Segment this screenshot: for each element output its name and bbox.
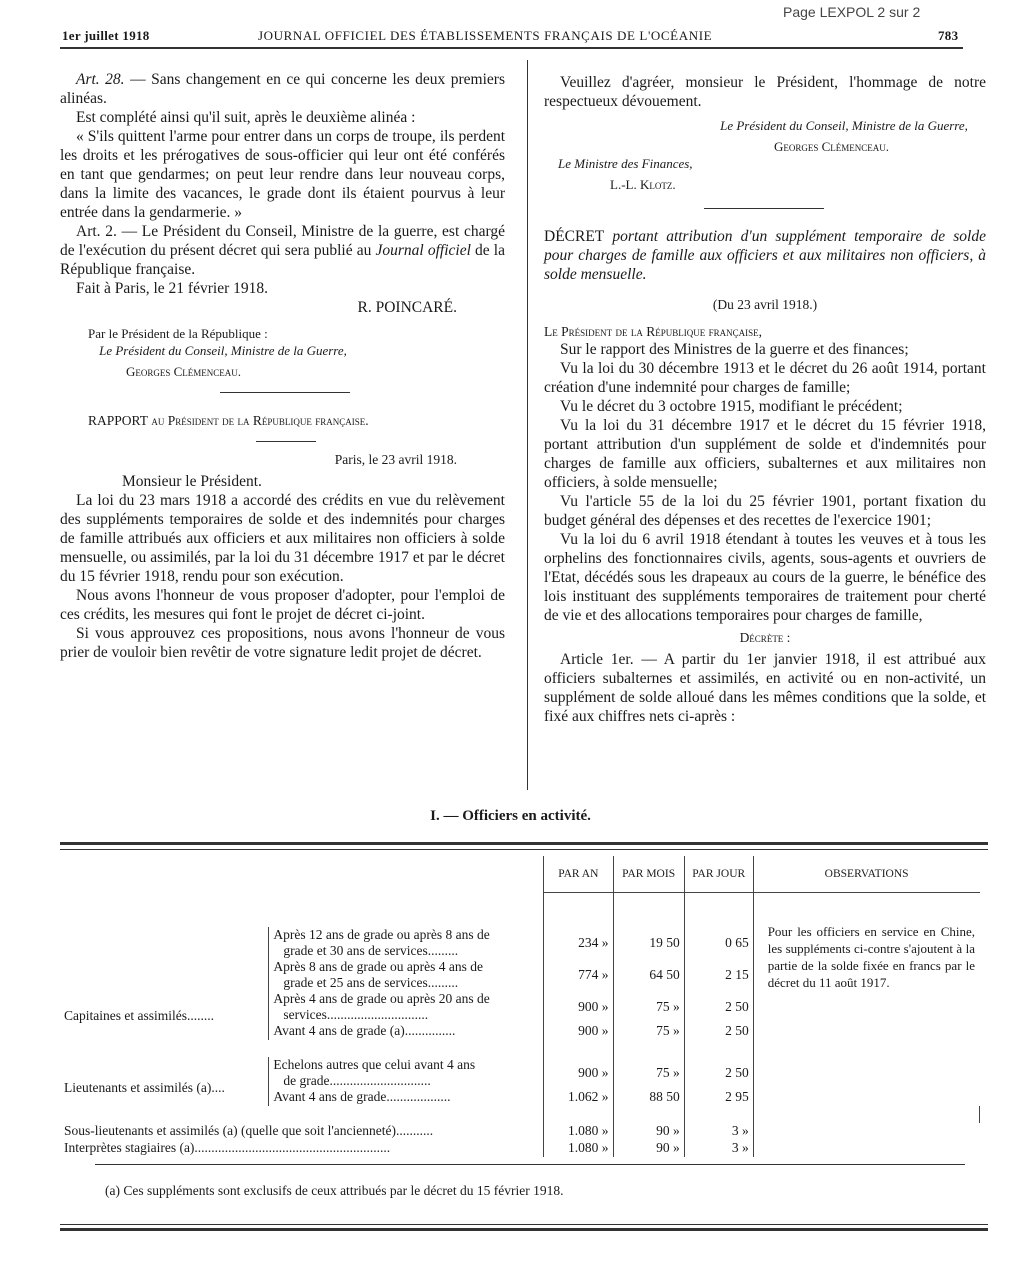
table-top-rule [60,842,988,845]
decret-date: (Du 23 avril 1918.) [712,297,818,312]
right-president-conseil: Le Président du Conseil, Ministre de la Guerre, [720,118,968,133]
row-6-label: Avant 4 ans de grade................... [269,1089,544,1106]
table-row: Avant 4 ans de grade................... 1.062 » 88 50 2 95 [60,1089,988,1106]
rapport-paragraph-3: Si vous approuvez ces propositions, nous avons l'honneur de vous prier de vouloir bien revêtir de votre signature ledit projet de décret. [60,625,505,661]
row-2-label: Après 8 ans de grade ou après 4 ans de grade et 25 ans de services......... [269,959,544,991]
page-label: Page LEXPOL 2 sur 2 [783,4,921,20]
art2-text-b: de la République française. [60,242,505,278]
right-signature-clemenceau: Georges Clémenceau. [774,139,890,154]
visa-4: Vu la loi du 31 décembre 1917 et le décret du 15 février 1918, portant attribution d'un supplément de solde et d'indemnités pour charges de famille aux officiers, subalternes et aux militaires non officiers, à solde mensuelle; [544,417,986,491]
decret-title: DÉCRET portant attribution d'un supplément temporaire de solde pour charges de famille aux officiers et aux militaires non officiers, à solde mensuelle. [544,228,986,283]
quote-paragraph: « S'ils quittent l'arme pour entrer dans un corps de troupe, ils perdent les droits et les prérogatives de sous-officier qui leur ont été conférés en tant que gendarmes; on peut leur rendre dans leur nouveau corps, dans la limite des vacances, le grade dont ils étaient pourvus à leur entrée dans la gendarmerie. » [60,128,505,221]
art2-journal: Journal officiel [375,242,471,259]
header-date: 1er juillet 1918 [62,28,150,43]
row-3-label: Après 4 ans de grade ou après 20 ans de services.............................. [269,991,544,1023]
separator [220,392,350,393]
right-column [544,73,986,726]
visa-3: Vu le décret du 3 octobre 1915, modifiant le précédent; [560,398,903,415]
header-rule [60,47,963,49]
left-column [60,70,505,662]
header-journal-title: JOURNAL OFFICIEL DES ÉTABLISSEMENTS FRANÇAIS DE L'OCÉANIE [258,28,713,43]
visa-2: Vu la loi du 30 décembre 1913 et le décret du 26 août 1914, portant création d'une indemnité pour charges de famille; [544,360,986,396]
signature-klotz: L.-L. Klotz. [610,177,676,192]
table-row: Capitaines et assimilés........ Après 12 ans de grade ou après 8 ans de grade et 30 ans de services......... 234 » 19 50 0 65 [60,927,988,959]
art28-text: — Sans changement en ce qui concerne les deux premiers alinéas. [60,71,505,107]
signature-clemenceau: Georges Clémenceau. [126,364,242,379]
art28-paragraph [60,70,505,108]
row-4-label: Avant 4 ans de grade (a)............... [269,1023,544,1040]
complete-paragraph: Est complété ainsi qu'il suit, après le deuxième alinéa : [76,109,416,126]
veuillez-paragraph: Veuillez d'agréer, monsieur le Président, l'hommage de notre respectueux dévouement. [544,74,986,110]
art28-label: Art. 28. [76,71,125,88]
visa-1: Sur le rapport des Ministres de la guerre et des finances; [560,341,909,358]
table-row: Sous-lieutenants et assimilés (a) (quelle que soit l'ancienneté)........... 1.080 » 90 » 3 » [60,1123,988,1140]
observations-text: Pour les officiers en service en Chine, les suppléments ci-contre s'ajoutent à la partie de la solde fixée en francs par le décret du 11 août 1917. [753,893,979,1123]
table-row: Echelons autres que celui avant 4 ans de grade.............................. 900 » 75 » 2 50 [60,1057,988,1089]
visa-5: Vu l'article 55 de la loi du 25 février 1901, portant fixation du budget général des dépenses et des recettes de l'exercice 1901; [544,493,986,529]
right-separator [704,208,824,209]
decrete-heading: Décrète : [739,630,791,645]
header-observations: OBSERVATIONS [753,856,979,893]
art2-text-a: Art. 2. — Le Président du Conseil, Ministre de la guerre, est chargé de l'exécution du présent décret qui sera publié au [60,223,505,259]
header-page-number: 783 [938,28,959,43]
rapport-title: RAPPORT au Président de la République française. [88,413,369,428]
visa-6: Vu la loi du 6 avril 1918 étendant à toutes les veuves et à tous les orphelins des fonctionnaires civils, agents, sous-agents et ouvriers de l'Etat, décédés sous les drapeaux au cours de la guerre, le bénéfice des lois instituant des suppléments temporaires de traitement pour cherté de vie et des allocations temporaires pour charges de famille, [544,531,986,624]
fait-paragraph: Fait à Paris, le 21 février 1918. [76,280,268,297]
short-separator [256,441,316,442]
row-5-label: Echelons autres que celui avant 4 ans de grade.............................. [269,1057,544,1089]
sous-lieutenants-label: Sous-lieutenants et assimilés (a) (quelle que soit l'ancienneté)........... [64,1123,434,1138]
table-row: Après 8 ans de grade ou après 4 ans de grade et 25 ans de services......... 774 » 64 50 2 15 [60,959,988,991]
lieutenants-label: Lieutenants et assimilés (a).... [64,1080,225,1095]
art2-paragraph [60,222,505,279]
footnote: (a) Ces suppléments sont exclusifs de ceux attribués par le décret du 15 février 1918. [105,1183,564,1198]
header-par-mois: PAR MOIS [613,856,684,893]
header-par-an: PAR AN [544,856,613,893]
row-1-label: Après 12 ans de grade ou après 8 ans de grade et 30 ans de services......... [269,927,544,959]
interpretes-label: Interprètes stagiaires (a).......................................................... [64,1140,391,1155]
table-row: Avant 4 ans de grade (a)............... 900 » 75 » 2 50 [60,1023,988,1040]
salutation: Monsieur le Président. [122,473,262,490]
rapport-paragraph-2: Nous avons l'honneur de vous proposer d'adopter, pour l'emploi de ces crédits, les mesures qui font le projet de décret ci-joint. [60,587,505,623]
ministre-finances: Le Ministre des Finances, [558,156,693,171]
table-row: Interprètes stagiaires (a).......................................................... 1.080 » 90 » 3 » [60,1140,988,1157]
table-row: Après 4 ans de grade ou après 20 ans de services.............................. 900 » 75 » 2 50 [60,991,988,1023]
capitaines-label: Capitaines et assimilés........ [64,1008,214,1023]
rapport-paragraph-1: La loi du 23 mars 1918 a accordé des crédits en vue du relèvement des suppléments temporaires de solde et des indemnités pour charges de famille attribués aux officiers et aux militaires non officiers à solde mensuelle, ou assimilés, par la loi du 31 décembre 1917 et par le décret du 15 février 1918, rendu pour son exécution. [60,492,505,585]
pay-table [60,856,988,1157]
header-par-jour: PAR JOUR [684,856,753,893]
page-bottom-rule [60,1228,988,1231]
table-bottom-rule [95,1164,965,1165]
rapport-date: Paris, le 23 avril 1918. [334,452,457,467]
par-le-president: Par le Président de la République : [88,326,268,341]
signature-poincare: R. POINCARÉ. [357,299,457,316]
table-header-row [60,856,988,893]
page-bottom-rule-thin [60,1224,988,1225]
article-1: Article 1er. — A partir du 1er janvier 1918, il est attribué aux officiers subalternes et assimilés, en activité ou en non-activité, un supplément de solde alloué dans les mêmes conditions que la solde, et fixé aux chiffres nets ci-après : [544,651,986,725]
president-republique: Le Président de la République française, [544,324,763,339]
section-title: I. — Officiers en activité. [430,808,591,824]
column-divider [527,60,528,790]
table-top-rule-thin [60,849,988,850]
president-conseil: Le Président du Conseil, Ministre de la Guerre, [99,343,347,358]
